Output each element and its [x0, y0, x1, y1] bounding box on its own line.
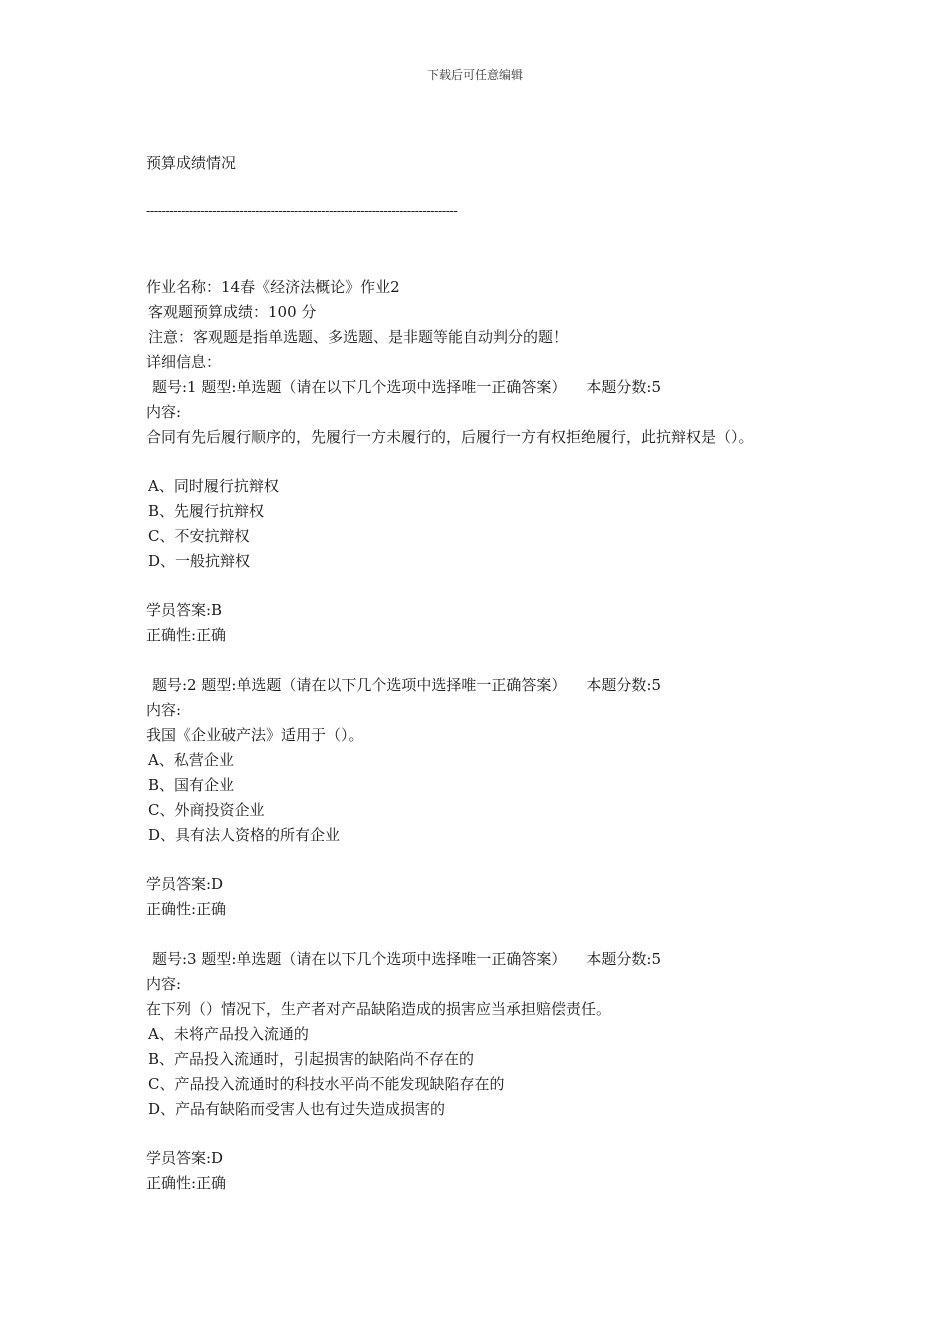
question-points: 本题分数:5 [586, 378, 662, 396]
option-b: B、国有企业 [148, 776, 235, 794]
correctness: 正确性:正确 [146, 626, 227, 644]
question-points: 本题分数:5 [586, 676, 662, 694]
question-1-stem: 合同有先后履行顺序的，先履行一方未履行的，后履行一方有权拒绝履行，此抗辩权是（）。 [146, 428, 754, 446]
correctness: 正确性:正确 [146, 1174, 227, 1192]
option-b: B、先履行抗辩权 [148, 502, 265, 520]
objective-score: 客观题预算成绩：100 分 [148, 303, 317, 321]
assignment-name: 作业名称：14春《经济法概论》作业2 [146, 278, 400, 296]
question-type: 题号:1 题型:单选题（请在以下几个选项中选择唯一正确答案） [152, 378, 567, 396]
option-c: C、外商投资企业 [148, 801, 265, 819]
question-1-meta [152, 376, 661, 398]
question-type: 题号:2 题型:单选题（请在以下几个选项中选择唯一正确答案） [152, 676, 567, 694]
question-2-stem: 我国《企业破产法》适用于（）。 [146, 726, 364, 744]
document-title: 预算成绩情况 [146, 154, 237, 172]
student-answer: 学员答案:D [146, 1149, 224, 1167]
content-label: 内容: [146, 701, 182, 719]
content-label: 内容: [146, 975, 182, 993]
question-type: 题号:3 题型:单选题（请在以下几个选项中选择唯一正确答案） [152, 950, 567, 968]
option-a: A、私营企业 [148, 751, 234, 769]
question-2-meta [152, 674, 661, 696]
option-d: D、具有法人资格的所有企业 [148, 826, 341, 844]
option-c: C、不安抗辩权 [148, 527, 250, 545]
option-d: D、一般抗辩权 [148, 552, 251, 570]
question-3-stem: 在下列（）情况下，生产者对产品缺陷造成的损害应当承担赔偿责任。 [146, 1000, 612, 1018]
option-d: D、产品有缺陷而受害人也有过失造成损害的 [148, 1100, 446, 1118]
question-points: 本题分数:5 [586, 950, 662, 968]
correctness: 正确性:正确 [146, 900, 227, 918]
divider-line: -------------------------------------------------------------------------------- [146, 204, 458, 219]
student-answer: 学员答案:D [146, 875, 224, 893]
objective-note: 注意：客观题是指单选题、多选题、是非题等能自动判分的题！ [148, 328, 569, 346]
option-b: B、产品投入流通时，引起损害的缺陷尚不存在的 [148, 1050, 475, 1068]
student-answer: 学员答案:B [146, 601, 223, 619]
question-3-meta [152, 948, 661, 970]
page-header: 下载后可任意编辑 [426, 68, 523, 82]
option-a: A、未将产品投入流通的 [148, 1025, 309, 1043]
option-c: C、产品投入流通时的科技水平尚不能发现缺陷存在的 [148, 1075, 505, 1093]
content-label: 内容: [146, 403, 182, 421]
option-a: A、同时履行抗辩权 [148, 477, 279, 495]
details-label: 详细信息： [146, 353, 222, 371]
